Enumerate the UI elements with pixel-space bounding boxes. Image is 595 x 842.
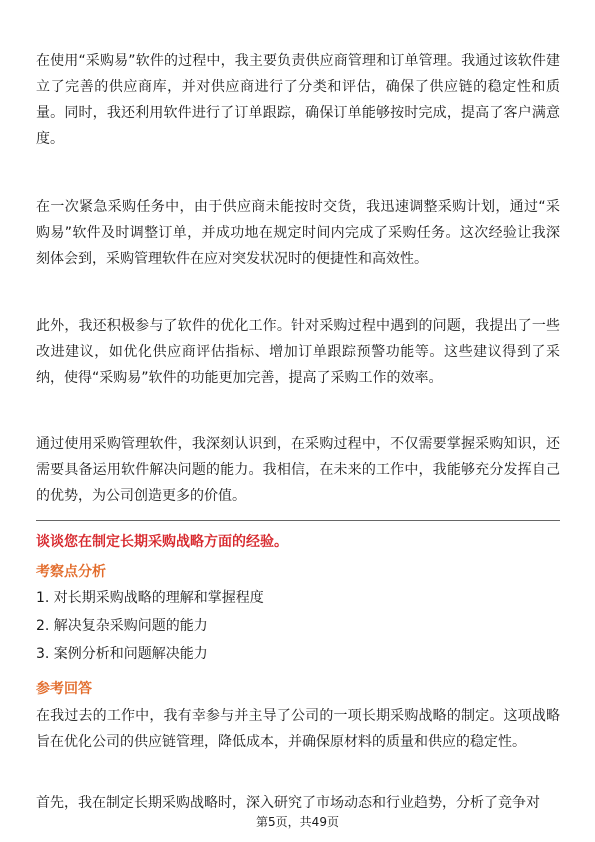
- page-number: 第5页，共49页: [256, 815, 339, 829]
- answer-heading: 参考回答: [36, 681, 92, 697]
- body-paragraph: 在使用“采购易”软件的过程中，我主要负责供应商管理和订单管理。我通过该软件建立了完善的供应商库，并对供应商进行了分类和评估，确保了供应链的稳定性和质量。同时，我还利用软件进行了订单跟踪，确保订单能够按时完成，提高了客户满意度。: [36, 53, 560, 147]
- analysis-point: 3. 案例分析和问题解决能力: [36, 646, 208, 662]
- answer-paragraph: 首先，我在制定长期采购战略时，深入研究了市场动态和行业趋势，分析了竞争对: [36, 795, 540, 811]
- body-paragraph: 在一次紧急采购任务中，由于供应商未能按时交货，我迅速调整采购计划，通过“采购易”软件及时调整订单，并成功地在规定时间内完成了采购任务。这次经验让我深刻体会到，采购管理软件在应对突发状况时的便捷性和高效性。: [36, 199, 560, 267]
- analysis-point: 2. 解决复杂采购问题的能力: [36, 618, 208, 634]
- answer-paragraph: 在我过去的工作中，我有幸参与并主导了公司的一项长期采购战略的制定。这项战略旨在优化公司的供应链管理，降低成本，并确保原材料的质量和供应的稳定性。: [36, 708, 560, 750]
- section-divider: [36, 520, 560, 521]
- question-heading: 谈谈您在制定长期采购战略方面的经验。: [36, 534, 288, 550]
- body-paragraph: 此外，我还积极参与了软件的优化工作。针对采购过程中遇到的问题，我提出了一些改进建议，如优化供应商评估指标、增加订单跟踪预警功能等。这些建议得到了采纳，使得“采购易”软件的功能更加完善，提高了采购工作的效率。: [36, 318, 560, 386]
- analysis-heading: 考察点分析: [36, 564, 106, 580]
- analysis-point: 1. 对长期采购战略的理解和掌握程度: [36, 590, 264, 606]
- body-paragraph: 通过使用采购管理软件，我深刻认识到，在采购过程中，不仅需要掌握采购知识，还需要具备运用软件解决问题的能力。我相信，在未来的工作中，我能够充分发挥自己的优势，为公司创造更多的价值。: [36, 436, 560, 504]
